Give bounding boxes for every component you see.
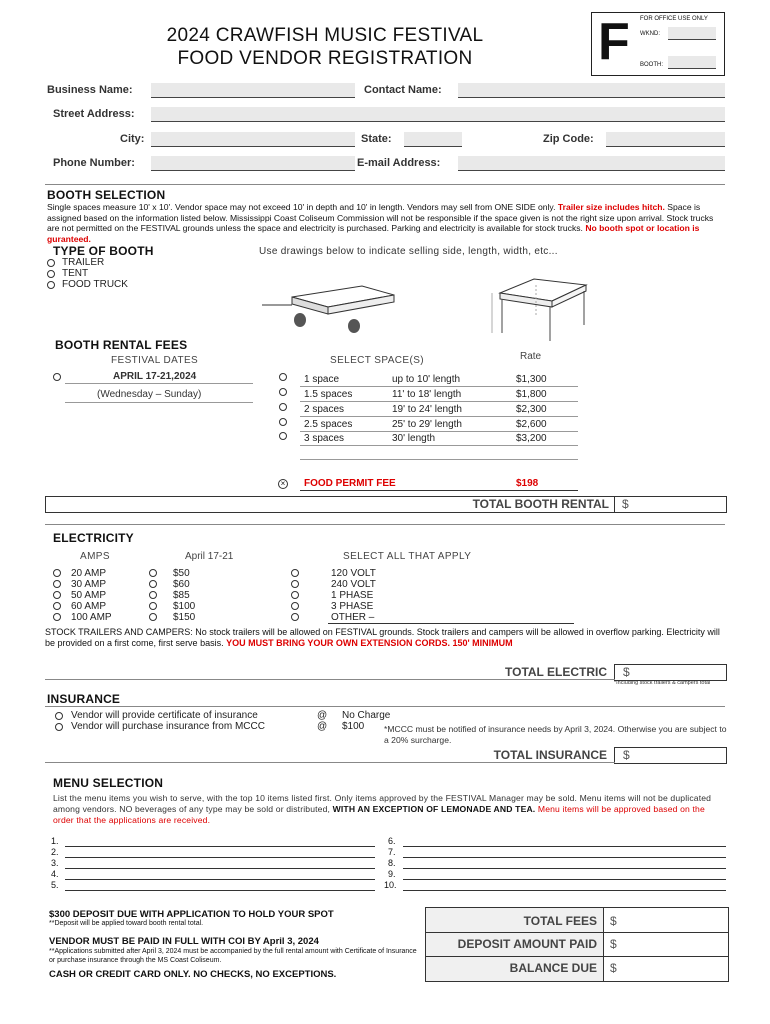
festival-dates-radio[interactable] (53, 373, 61, 381)
insurance-note: *MCCC must be notified of insurance needs by April 3, 2024. Otherwise you are subject to a 20% surcharge. (384, 724, 727, 745)
deposit-title: $300 DEPOSIT DUE WITH APPLICATION TO HOLD YOUR SPOT (49, 909, 334, 920)
amp-4-price: $100 (173, 601, 196, 612)
amp-radio-4[interactable] (53, 602, 61, 610)
amp-5-label: 100 AMP (71, 612, 112, 623)
office-use-box (591, 12, 725, 76)
days-underline (65, 402, 253, 403)
total-electric-dollar: $ (623, 665, 630, 679)
business-name-field[interactable] (151, 83, 355, 98)
booth-label: BOOTH: (640, 62, 664, 68)
space-3-label: 2 spaces (304, 404, 345, 415)
space-3-length: 19' to 24' length (392, 404, 462, 415)
insurance-heading: INSURANCE (47, 692, 121, 706)
booth-p2-red: No booth spot or location is guranteed. (47, 223, 700, 244)
menu-num-10: 10. (384, 880, 397, 890)
volt-5-label: OTHER – (331, 612, 375, 623)
amp-4-label: 60 AMP (71, 601, 107, 612)
business-name-label: Business Name: (47, 84, 133, 96)
phone-field[interactable] (151, 156, 355, 171)
volt-radio-5[interactable] (291, 613, 299, 621)
menu-text (53, 793, 721, 826)
menu-line-2[interactable] (65, 857, 375, 858)
total-insurance-dollar: $ (623, 748, 630, 762)
menu-num-5: 5. (51, 880, 59, 890)
volt-2-label: 240 VOLT (331, 579, 376, 590)
total-booth-rental-box (45, 496, 727, 513)
space-radio-3[interactable] (279, 403, 287, 411)
space-radio-1[interactable] (279, 373, 287, 381)
volt-radio-3[interactable] (291, 591, 299, 599)
volt-4-label: 3 PHASE (331, 601, 374, 612)
menu-num-9: 9. (388, 869, 396, 879)
balance-due-dollar: $ (610, 961, 617, 975)
state-label: State: (361, 133, 392, 145)
permit-checked-radio[interactable]: × (278, 479, 288, 489)
menu-line-8[interactable] (403, 868, 726, 869)
total-electric-box (614, 664, 727, 681)
amp-3-label: 50 AMP (71, 590, 107, 601)
wknd-label: WKND: (640, 31, 660, 37)
permit-label: FOOD PERMIT FEE (304, 478, 396, 489)
trailer-label: TRAILER (62, 257, 105, 268)
deposit-note: **Deposit will be applied toward booth rental total. (49, 920, 204, 927)
space-radio-5[interactable] (279, 432, 287, 440)
space-radio-4[interactable] (279, 418, 287, 426)
form-title-line1: 2024 CRAWFISH MUSIC FESTIVAL (166, 25, 484, 46)
total-electric-label: TOTAL ELECTRIC (505, 665, 607, 679)
space-1-rate: $1,300 (516, 374, 547, 385)
festival-days: (Wednesday – Sunday) (97, 389, 202, 400)
form-title-line2: FOOD VENDOR REGISTRATION (177, 48, 473, 69)
select-all-header: SELECT ALL THAT APPLY (343, 551, 472, 562)
zip-field[interactable] (606, 132, 725, 147)
city-field[interactable] (151, 132, 355, 147)
street-address-field[interactable] (151, 107, 725, 122)
insurance-provide-label: Vendor will provide certificate of insurance (71, 710, 258, 721)
amp-price-radio-1[interactable] (149, 569, 157, 577)
stock-note-red: YOU MUST BRING YOUR OWN EXTENSION CORDS. 150' MINIMUM (226, 638, 513, 648)
space-blank-line (300, 459, 578, 460)
amp-radio-1[interactable] (53, 569, 61, 577)
menu-num-3: 3. (51, 858, 59, 868)
dates-underline (65, 383, 253, 384)
cash-only: CASH OR CREDIT CARD ONLY. NO CHECKS, NO EXCEPTIONS. (49, 969, 337, 980)
stock-trailers-note (45, 627, 725, 649)
street-address-label: Street Address: (53, 108, 135, 120)
total-booth-field[interactable] (632, 498, 722, 511)
space-1-line (300, 386, 578, 387)
menu-num-7: 7. (388, 847, 396, 857)
permit-underline (300, 490, 578, 491)
insurance-price-2: $100 (342, 721, 365, 732)
wknd-field[interactable] (668, 27, 716, 40)
space-5-length: 30' length (392, 433, 436, 444)
tent-radio[interactable] (47, 270, 55, 278)
menu-text-bold: WITH AN EXCEPTION OF LEMONADE AND TEA. (332, 804, 536, 814)
total-insurance-underline (45, 762, 615, 763)
menu-num-2: 2. (51, 847, 59, 857)
space-radio-2[interactable] (279, 388, 287, 396)
insurance-purchase-label: Vendor will purchase insurance from MCCC (71, 721, 265, 732)
rate-header: Rate (520, 351, 542, 362)
deposit-paid-label: DEPOSIT AMOUNT PAID (457, 937, 597, 951)
insurance-purchase-radio[interactable] (55, 723, 63, 731)
zip-label: Zip Code: (543, 133, 594, 145)
contact-name-field[interactable] (458, 83, 725, 98)
food-truck-radio[interactable] (47, 281, 55, 289)
menu-line-3[interactable] (65, 868, 375, 869)
fees-hdivider-1 (426, 932, 728, 933)
menu-text-red: Menu items will be approved based on the order that the applications are received. (53, 804, 705, 825)
space-4-line (300, 431, 578, 432)
total-electric-underline (45, 679, 615, 680)
volt-3-label: 1 PHASE (331, 590, 374, 601)
booth-selection-rule (45, 184, 725, 185)
menu-heading: MENU SELECTION (53, 776, 164, 790)
menu-line-10[interactable] (403, 890, 726, 891)
menu-line-9[interactable] (403, 879, 726, 880)
paid-note: **Applications submitted after April 3, 2024 must be accompanied by the full rental amount with Certificate of Insurance or purchase insurance through the MS Coast Coliseum. (49, 948, 417, 964)
space-5-label: 3 spaces (304, 433, 345, 444)
fees-hdivider-2 (426, 956, 728, 957)
insurance-provide-radio[interactable] (55, 712, 63, 720)
contact-name-label: Contact Name: (364, 84, 442, 96)
amp-price-radio-5[interactable] (149, 613, 157, 621)
office-letter: F (598, 13, 630, 71)
office-use-label: FOR OFFICE USE ONLY (640, 16, 708, 22)
amp-1-price: $50 (173, 568, 190, 579)
insurance-price-1: No Charge (342, 710, 391, 721)
tent-drawing (486, 275, 596, 345)
total-insurance-box (614, 747, 727, 764)
rental-heading: BOOTH RENTAL FEES (55, 338, 188, 352)
space-5-line (300, 445, 578, 446)
volt-1-label: 120 VOLT (331, 568, 376, 579)
space-3-line (300, 416, 578, 417)
menu-line-4[interactable] (65, 879, 375, 880)
city-label: City: (120, 133, 145, 145)
insurance-rule (45, 706, 725, 707)
space-4-label: 2.5 spaces (304, 419, 353, 430)
trailer-drawing (258, 276, 398, 336)
volt-radio-4[interactable] (291, 602, 299, 610)
total-fees-dollar: $ (610, 914, 617, 928)
space-2-rate: $1,800 (516, 389, 547, 400)
trailer-radio[interactable] (47, 259, 55, 267)
electricity-heading: ELECTRICITY (53, 531, 134, 545)
email-label: E-mail Address: (357, 157, 441, 169)
menu-line-5[interactable] (65, 890, 375, 891)
total-fees-label: TOTAL FEES (523, 914, 597, 928)
insurance-at-1: @ (317, 710, 328, 721)
menu-num-4: 4. (51, 869, 59, 879)
phone-label: Phone Number: (53, 157, 135, 169)
space-1-label: 1 space (304, 374, 340, 385)
amp-5-price: $150 (173, 612, 196, 623)
select-spaces-header: SELECT SPACE(S) (330, 355, 424, 366)
festival-dates: APRIL 17-21,2024 (113, 371, 197, 382)
space-4-rate: $2,600 (516, 419, 547, 430)
space-4-length: 25' to 29' length (392, 419, 462, 430)
amp-2-label: 30 AMP (71, 579, 107, 590)
menu-num-1: 1. (51, 836, 59, 846)
amp-price-radio-2[interactable] (149, 580, 157, 588)
booth-p1-red: Trailer size includes hitch. (557, 202, 665, 212)
other-underline[interactable] (328, 623, 574, 624)
space-3-rate: $2,300 (516, 404, 547, 415)
amp-1-label: 20 AMP (71, 568, 107, 579)
booth-p1: Single spaces measure 10' x 10'. Vendor space may not exceed 10' in depth and 10' in length. Vendors may sell from ONE SIDE only. (47, 202, 556, 212)
menu-line-6[interactable] (403, 846, 726, 847)
paid-title: VENDOR MUST BE PAID IN FULL WITH COI BY April 3, 2024 (49, 936, 319, 947)
space-2-length: 11' to 18' length (392, 389, 462, 400)
deposit-paid-dollar: $ (610, 937, 617, 951)
tent-label: TENT (62, 268, 89, 279)
amp-radio-3[interactable] (53, 591, 61, 599)
volt-radio-2[interactable] (291, 580, 299, 588)
state-field[interactable] (404, 132, 462, 147)
fees-box (425, 907, 729, 982)
amps-header: AMPS (80, 551, 110, 562)
booth-p2: Space is assigned based on the information listed below. Mississippi Coast Coliseum Commission will not be responsible if the space given is not the right size upon arrival. Stock trucks are not permitted on the FESTIVAL grounds unless the space and electricity is purchased. Parking and electricity is available for stock trucks. (47, 202, 714, 233)
booth-selection-heading: BOOTH SELECTION (47, 188, 166, 202)
booth-field[interactable] (668, 56, 716, 69)
electric-footnote: *Including stock trailers & campers total (614, 680, 711, 686)
balance-due-label: BALANCE DUE (509, 961, 597, 975)
volt-radio-1[interactable] (291, 569, 299, 577)
space-5-rate: $3,200 (516, 433, 547, 444)
permit-rate: $198 (516, 478, 539, 489)
electricity-rule (45, 524, 725, 525)
stock-note-text: STOCK TRAILERS AND CAMPERS: No stock trailers will be allowed on FESTIVAL grounds. Stock trailers and campers will be allowed in overflow parking. Electricity will be provided on a first come, first serve basis. (45, 627, 720, 648)
fees-vdivider (603, 908, 604, 981)
total-booth-divider (614, 497, 615, 512)
type-of-booth-heading: TYPE OF BOOTH (53, 244, 154, 258)
total-booth-rental-label: TOTAL BOOTH RENTAL (472, 497, 609, 511)
insurance-at-2: @ (317, 721, 328, 732)
menu-text-body: List the menu items you wish to serve, with the top 10 items listed first. Only items approved by the FESTIVAL Manager may be sold. Menu items will not be duplicated among vendors. NO beverages of any type may be sold or distributed, (53, 793, 712, 814)
amp-price-radio-4[interactable] (149, 602, 157, 610)
amp-radio-5[interactable] (53, 613, 61, 621)
menu-num-6: 6. (388, 836, 396, 846)
total-insurance-label: TOTAL INSURANCE (493, 748, 607, 762)
space-2-label: 1.5 spaces (304, 389, 353, 400)
food-truck-label: FOOD TRUCK (62, 279, 128, 290)
amp-radio-2[interactable] (53, 580, 61, 588)
elec-date-header: April 17-21 (185, 551, 234, 562)
booth-selection-text (47, 202, 722, 244)
drawings-note: Use drawings below to indicate selling side, length, width, etc... (259, 246, 558, 257)
festival-dates-header: FESTIVAL DATES (111, 355, 199, 366)
amp-3-price: $85 (173, 590, 190, 601)
menu-line-1[interactable] (65, 846, 375, 847)
email-field[interactable] (458, 156, 725, 171)
total-booth-dollar: $ (622, 497, 629, 511)
amp-price-radio-3[interactable] (149, 591, 157, 599)
space-2-line (300, 401, 578, 402)
amp-2-price: $60 (173, 579, 190, 590)
menu-line-7[interactable] (403, 857, 726, 858)
space-1-length: up to 10' length (392, 374, 461, 385)
menu-num-8: 8. (388, 858, 396, 868)
